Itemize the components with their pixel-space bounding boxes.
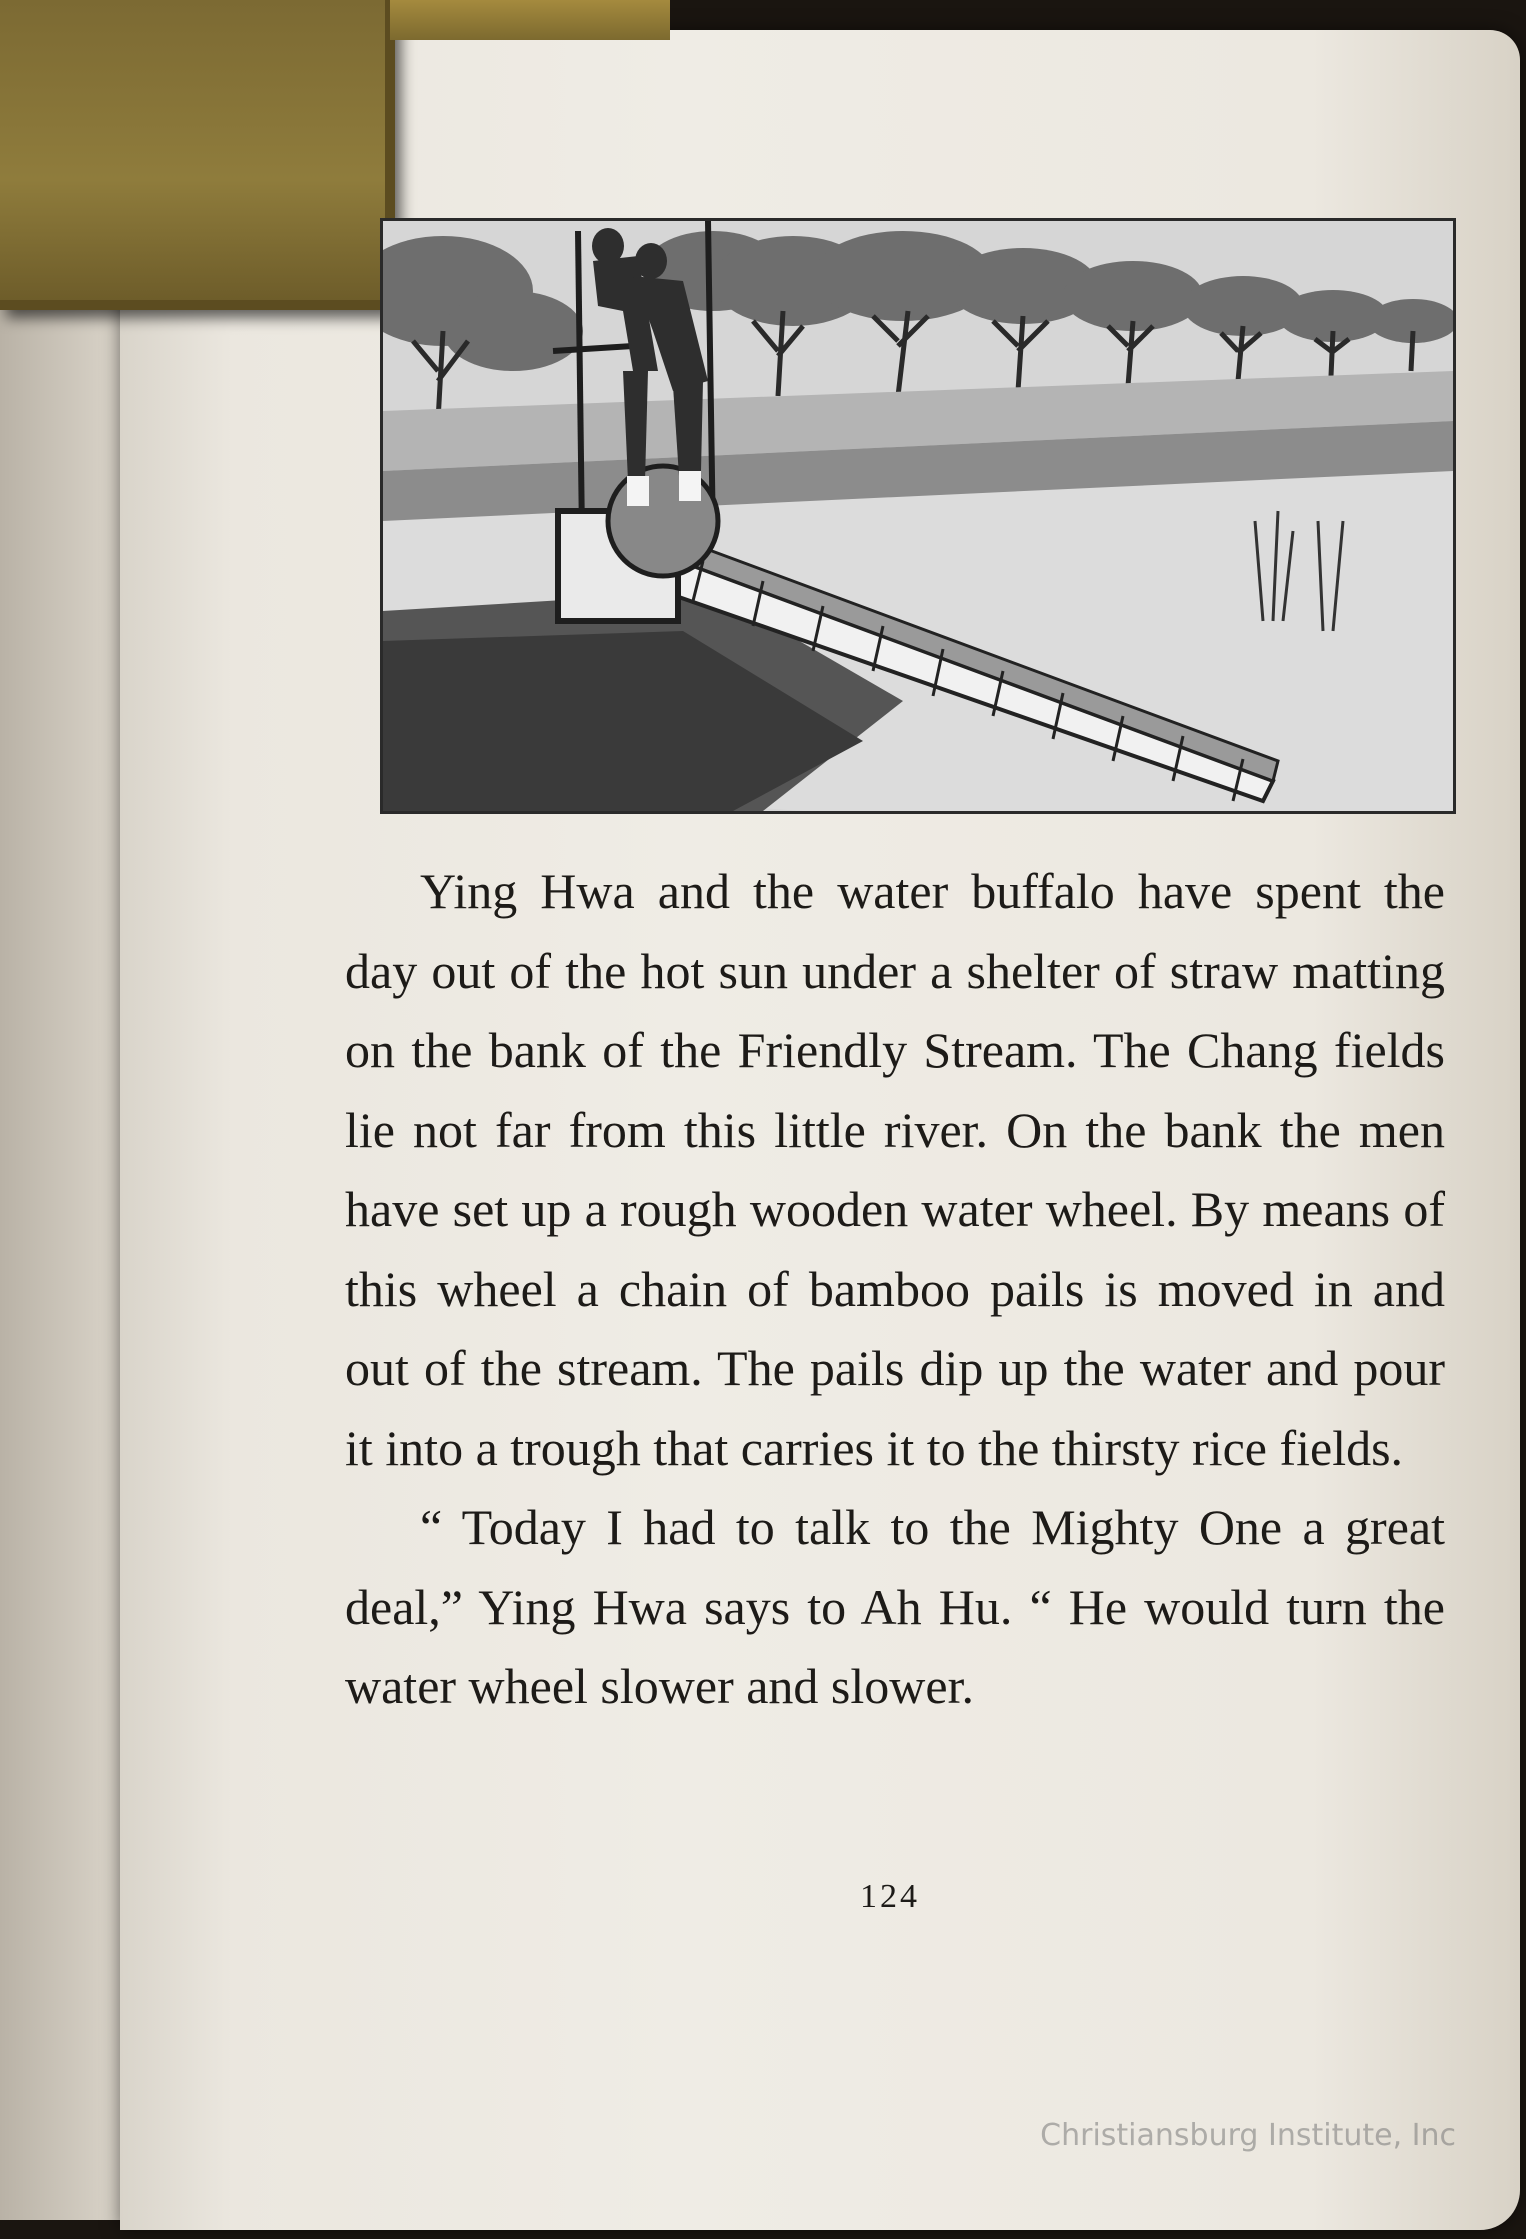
watermark: Christiansburg Institute, Inc	[1040, 2118, 1456, 2153]
paragraph: “ Today I had to talk to the Mighty One a great deal,” Ying Hwa says to Ah Hu. “ He would turn the water wheel slower and slower.	[345, 1499, 1445, 1714]
water-wheel-illustration	[380, 218, 1456, 814]
paragraph: Ying Hwa and the water buffalo have spent the day out of the hot sun under a shelter of straw matting on the bank of the Friendly Stream. The Chang fields lie not far from this little river. On the bank the men have set up a rough wooden water wheel. By means of this wheel a chain of bamboo pails is moved in and out of the stream. The pails dip up the water and pour it into a trough that carries it to the thirsty rice fields.	[345, 863, 1445, 1476]
body-text	[345, 852, 1445, 1727]
book-cover-edge	[390, 0, 670, 40]
book-cover-corner	[0, 0, 395, 310]
page-number: 124	[860, 1878, 920, 1915]
